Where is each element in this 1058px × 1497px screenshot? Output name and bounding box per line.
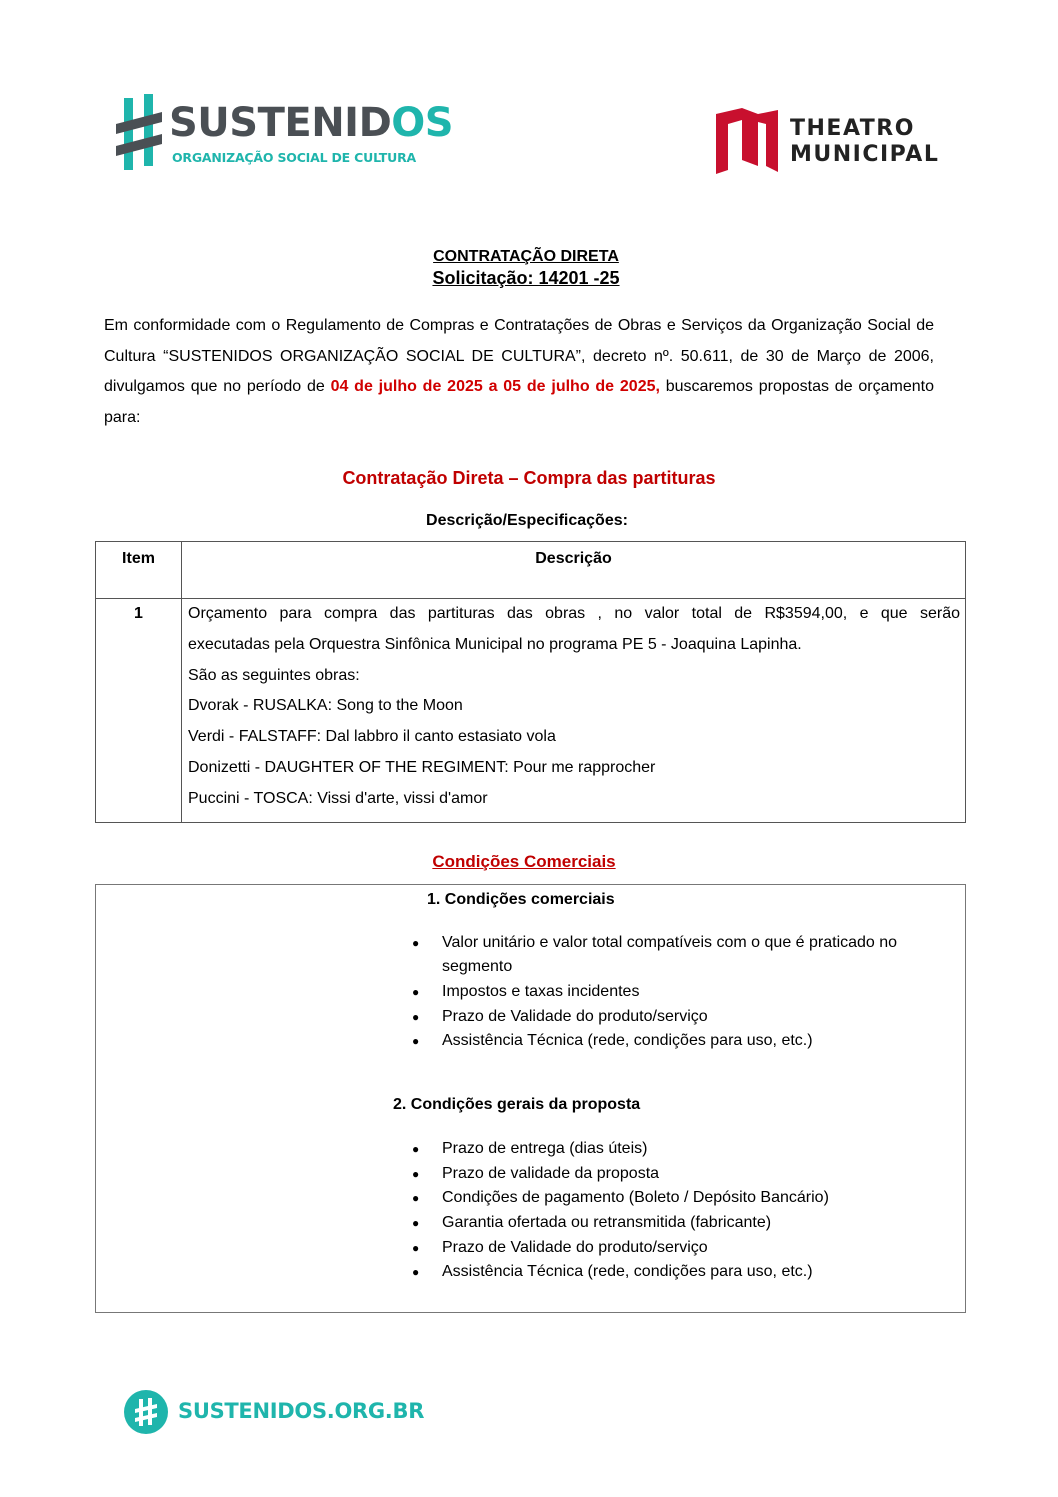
hashtag-icon	[124, 1390, 168, 1434]
work-line: Dvorak - RUSALKA: Song to the Moon	[188, 697, 463, 715]
theatro-municipal-logo	[716, 108, 956, 178]
hashtag-logo-icon	[114, 94, 164, 172]
document-title: CONTRATAÇÃO DIRETA	[433, 248, 619, 265]
list-item: ● Condições de pagamento (Boleto / Depósito Bancário)	[442, 1186, 962, 1210]
work-line: Donizetti - DAUGHTER OF THE REGIMENT: Pour me rapprocher	[188, 758, 656, 776]
row-item-number: 1	[134, 605, 143, 622]
request-number: Solicitação: 14201 -25	[432, 268, 620, 288]
conditions-section2-heading: 2. Condições gerais da proposta	[393, 1096, 641, 1113]
work-line: Puccini - TOSCA: Vissi d'arte, vissi d'amor	[188, 789, 488, 807]
list-item: ● Prazo de Validade do produto/serviço	[442, 1236, 962, 1260]
row-description	[188, 599, 960, 815]
description-line: executadas pela Orquestra Sinfônica Municipal no programa PE 5 - Joaquina Lapinha.	[188, 635, 802, 653]
conditions-section1-heading: 1. Condições comerciais	[427, 891, 615, 908]
list-item: ● Assistência Técnica (rede, condições para uso, etc.)	[442, 1260, 962, 1284]
theatro-wordmark-line2: MUNICIPAL	[790, 142, 940, 167]
intro-paragraph: Em conformidade com o Regulamento de Compras e Contratações de Obras e Serviços da Organização Social de Cultura “SUSTENIDOS ORGANIZAÇÃO SOCIAL DE CULTURA”, decreto nº. 50.611, de 30 de Março de 2006, divulgamos que no período de 04 de julho de 2025 a 05 de julho de 2025, buscaremos propostas de orçamento para:	[104, 317, 934, 426]
specifications-heading: Descrição/Especificações:	[426, 512, 628, 529]
footer-logo	[124, 1390, 425, 1436]
bullet-icon: ●	[412, 1241, 420, 1255]
work-line: Verdi - FALSTAFF: Dal labbro il canto estasiato vola	[188, 728, 556, 746]
bullet-icon: ●	[412, 1265, 420, 1279]
list-item: ● Prazo de Validade do produto/serviço	[442, 1005, 962, 1029]
hashtag-circle-icon	[124, 1390, 168, 1434]
bullet-icon: ●	[412, 936, 420, 950]
bullet-icon: ●	[412, 1010, 420, 1024]
bullet-icon: ●	[412, 985, 420, 999]
list-item: ● Assistência Técnica (rede, condições para uso, etc.)	[442, 1029, 962, 1053]
bullet-icon: ●	[412, 1191, 420, 1205]
bullet-icon: ●	[412, 1167, 420, 1181]
theatro-wordmark-line1: THEATRO	[790, 116, 915, 141]
sustenidos-wordmark: SUSTENIDOS	[169, 100, 454, 146]
theatro-emblem-icon	[716, 108, 780, 174]
list-item: ● Prazo de entrega (dias úteis)	[442, 1137, 962, 1161]
description-line: São as seguintes obras:	[188, 666, 360, 684]
conditions-box	[95, 884, 966, 1313]
list-item: ● Valor unitário e valor total compatíveis com o que é praticado no segmento	[442, 931, 962, 979]
sustenidos-subtitle: ORGANIZAÇÃO SOCIAL DE CULTURA	[172, 150, 416, 165]
period-highlight: 04 de julho de 2025 a 05 de julho de 2025,	[330, 378, 660, 395]
bullet-icon: ●	[412, 1216, 420, 1230]
items-table	[95, 541, 966, 823]
header-description: Descrição	[535, 550, 612, 567]
sustenidos-logo	[114, 90, 454, 180]
commercial-conditions-title: Condições Comerciais	[432, 852, 616, 871]
list-item: ● Prazo de validade da proposta	[442, 1162, 962, 1186]
table-divider	[181, 542, 182, 822]
list-item: ● Garantia ofertada ou retransmitida (fabricante)	[442, 1211, 962, 1235]
description-line: Orçamento para compra das partituras das obras , no valor total de R$3594,00, e que serão	[188, 605, 960, 622]
bullet-icon: ●	[412, 1142, 420, 1156]
website-url: SUSTENIDOS.ORG.BR	[178, 1399, 425, 1423]
bullet-icon: ●	[412, 1034, 420, 1048]
header-item: Item	[122, 550, 155, 567]
list-item: ● Impostos e taxas incidentes	[442, 980, 962, 1004]
section-title: Contratação Direta – Compra das partituras	[342, 468, 716, 488]
